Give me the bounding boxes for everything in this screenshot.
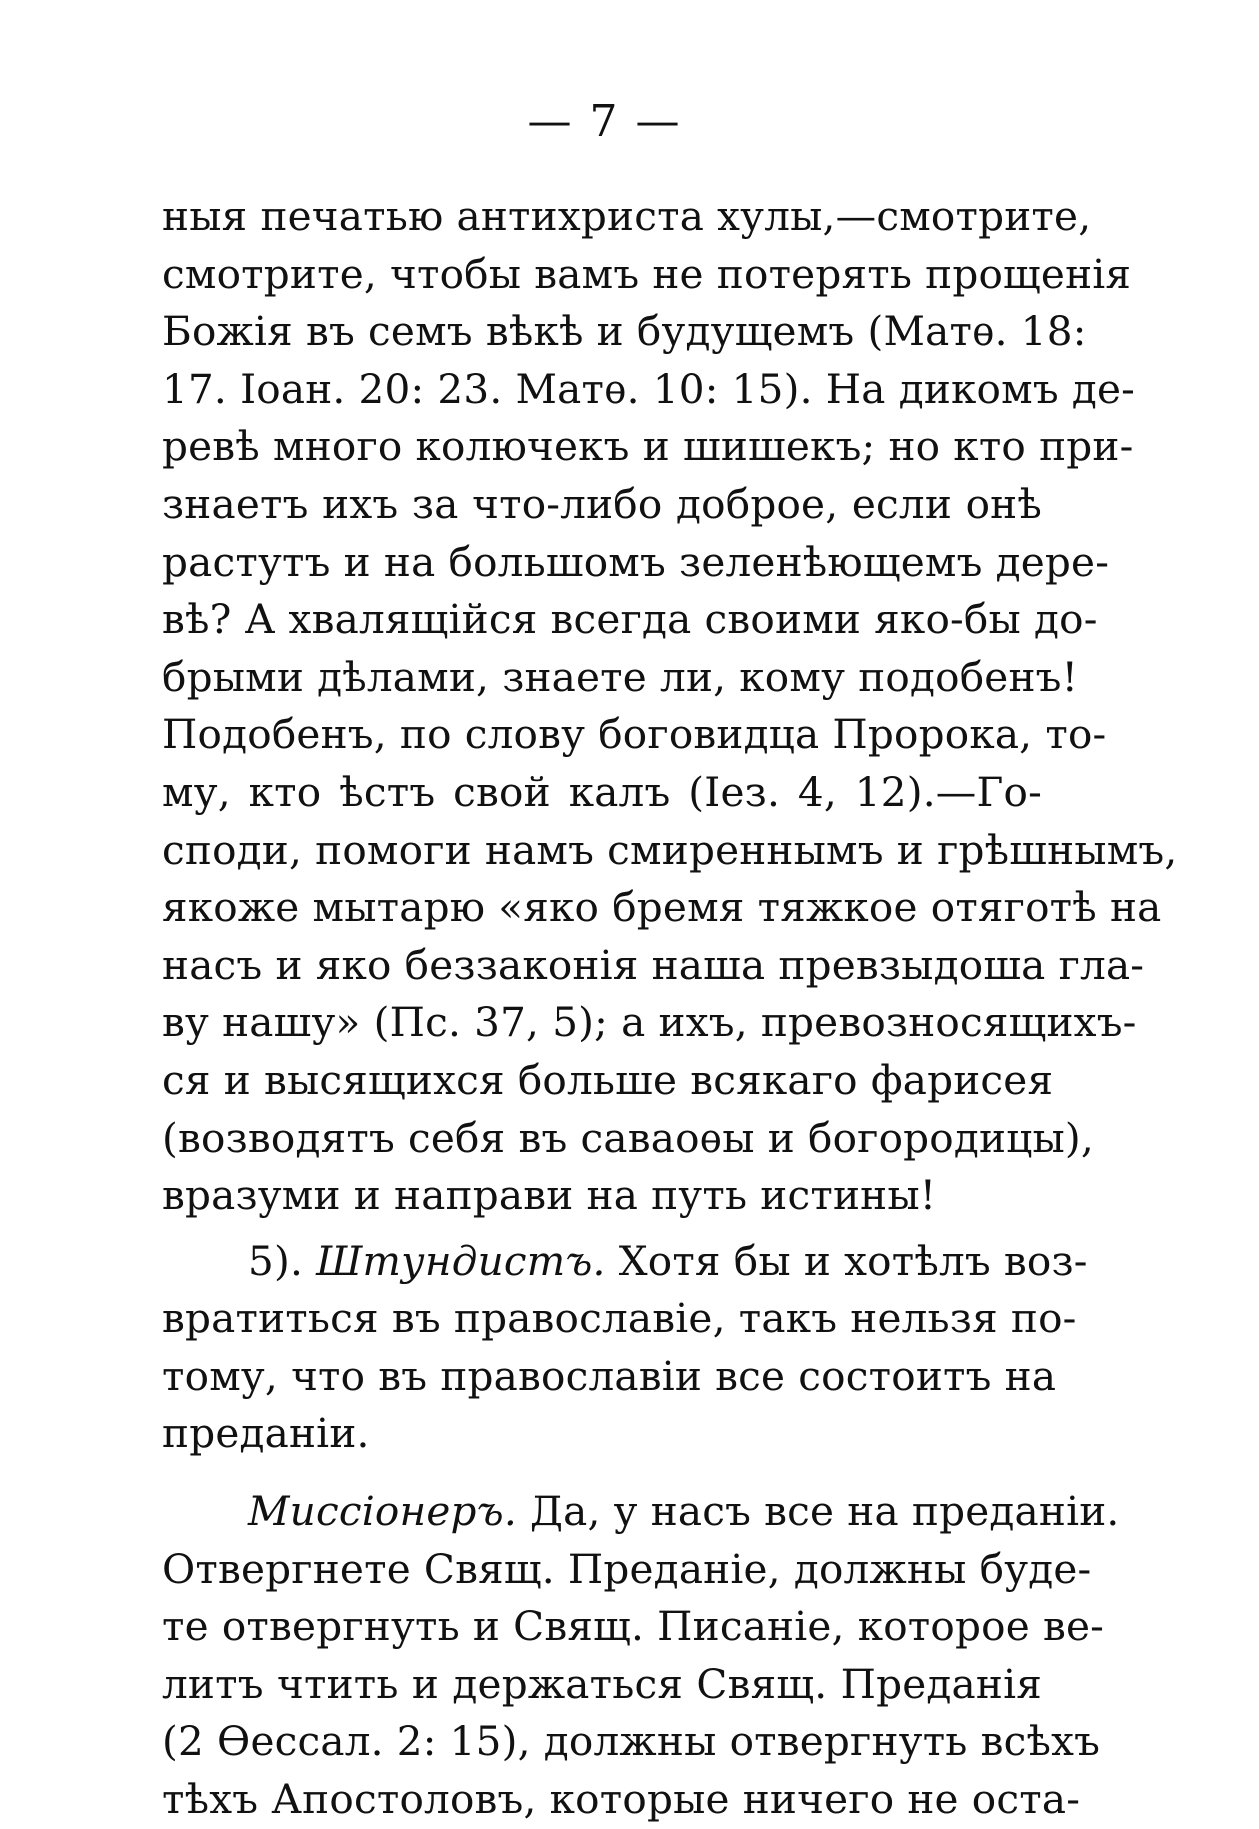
paragraph-2	[162, 1233, 1088, 1463]
line-rest: Хотя бы и хотѣлъ воз-	[618, 1236, 1088, 1285]
text-line: насъ и яко беззаконія наша превзыдоша гла-	[162, 940, 1145, 989]
text-line: ныя печатью антихриста хулы,—смотрите,	[162, 192, 1092, 240]
paragraph-3	[162, 1483, 1120, 1829]
text-line: преданіи.	[162, 1409, 370, 1458]
text-line: литъ чтить и держаться Свящ. Преданія	[162, 1659, 1042, 1708]
text-line-first	[162, 1233, 1088, 1291]
paragraph-number: 5).	[248, 1236, 304, 1285]
page-body-text	[162, 188, 1178, 1829]
text-line-first	[162, 1483, 1120, 1541]
text-line: растутъ и на большомъ зеленѣющемъ дере-	[162, 537, 1110, 586]
text-line: те отвергнуть и Свящ. Писаніе, которое ве-	[162, 1602, 1104, 1651]
text-line: тѣхъ Апостоловъ, которые ничего не оста-	[162, 1775, 1081, 1824]
text-line: вѣ? А хвалящійся всегда своими яко-бы до-	[162, 595, 1098, 644]
text-line: Божія въ семъ вѣкѣ и будущемъ (Матѳ. 18:	[162, 307, 1087, 356]
text-line: тому, что въ православіи все состоитъ на	[162, 1351, 1057, 1400]
text-line: 17. Іоан. 20: 23. Матѳ. 10: 15). На дикомъ де-	[162, 364, 1136, 413]
text-line: споди, помоги намъ смиреннымъ и грѣшнымъ,	[162, 825, 1178, 874]
paragraph-1	[162, 188, 1178, 1225]
text-line: ву нашу» (Пс. 37, 5); а ихъ, превозносящихъ-	[162, 998, 1137, 1047]
text-line: знаетъ ихъ за что-либо доброе, если онѣ	[162, 479, 1042, 528]
text-line: вразуми и направи на путь истины!	[162, 1171, 937, 1220]
text-line: брыми дѣлами, знаете ли, кому подобенъ!	[162, 652, 1079, 701]
text-line: вратиться въ православіе, такъ нельзя по-	[162, 1294, 1077, 1343]
text-line: Подобенъ, по слову боговидца Пророка, то-	[162, 710, 1107, 759]
text-line: Отвергнете Свящ. Преданіе, должны буде-	[162, 1544, 1092, 1593]
text-line: ся и высящихся больше всякаго фарисея	[162, 1055, 1054, 1104]
text-line: якоже мытарю «яко бремя тяжкое отяготѣ на	[162, 883, 1162, 932]
line-rest: Да, у насъ все на преданіи.	[529, 1487, 1120, 1536]
page-number: — 7 —	[527, 96, 682, 147]
speaker-name: Штундистъ.	[316, 1236, 606, 1285]
text-line: (возводятъ себя въ саваоѳы и богородицы),	[162, 1113, 1094, 1162]
text-line: (2 Ѳессал. 2: 15), должны отвергнуть всѣхъ	[162, 1717, 1101, 1766]
speaker-name: Миссіонеръ.	[248, 1487, 517, 1536]
text-line: смотрите, чтобы вамъ не потерять прощенія	[162, 249, 1132, 298]
text-line: ревѣ много колючекъ и шишекъ; но кто при-	[162, 422, 1134, 471]
text-line: му, кто ѣстъ свой калъ (Іез. 4, 12).—Го-	[162, 767, 1042, 816]
